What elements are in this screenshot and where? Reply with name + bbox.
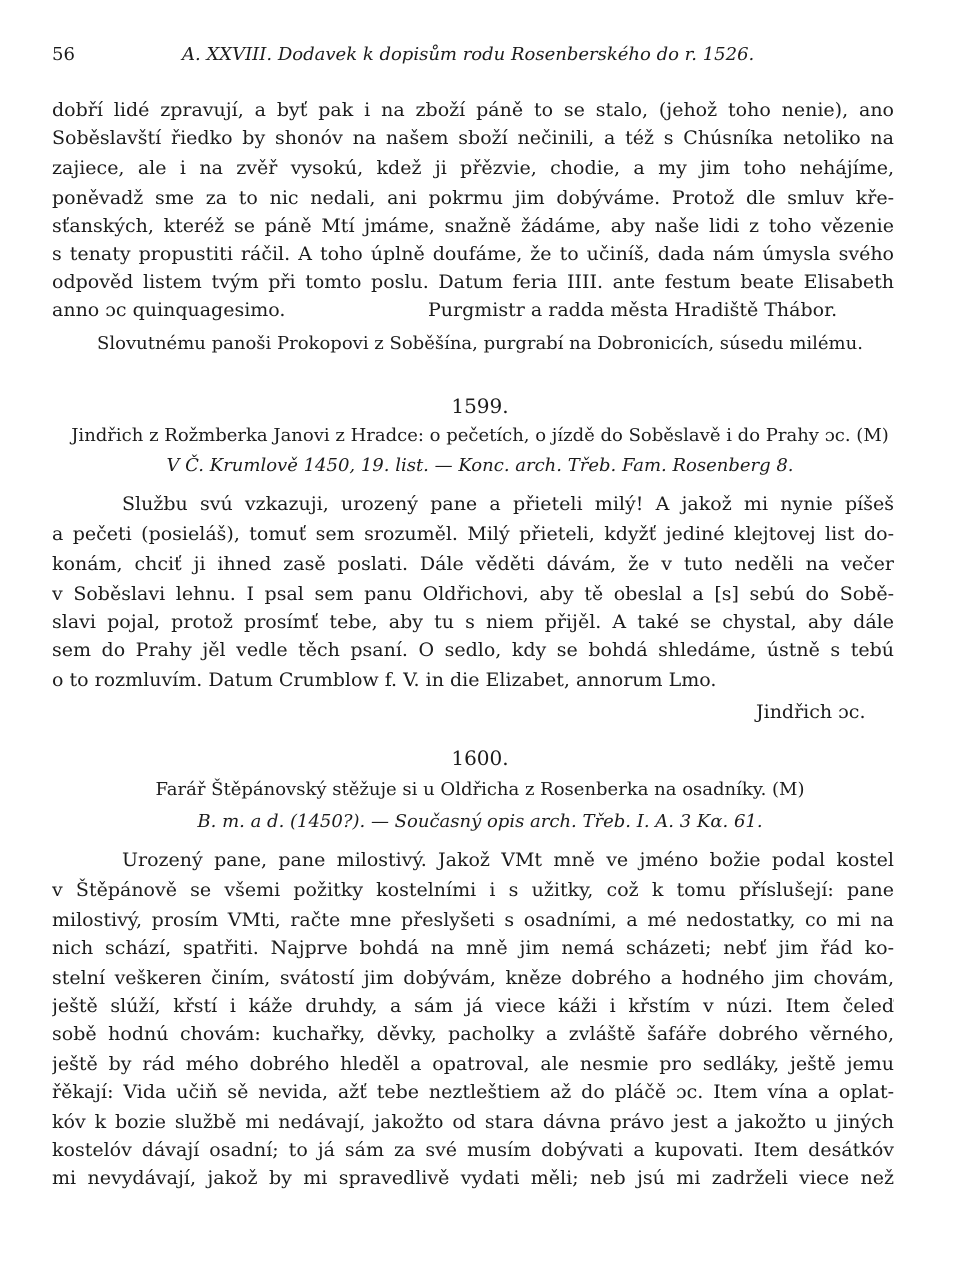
letter-summary: Farář Štěpánovský stěžuje si u Oldřicha z Rosenberka na osadníky. (M) bbox=[155, 779, 805, 800]
text-line: kóv k bozie službě mi nedávají, jakožto od stara dávna právo jest a jakožto u jiných bbox=[52, 1111, 894, 1133]
text-line: Službu svú vzkazuji, urozený pane a přieteli milý! A jakož mi nynie píšeš bbox=[122, 493, 894, 515]
text-line: sobě hodnú chovám: kuchařky, děvky, pacholky a zvláště šafáře dobrého věrného, bbox=[52, 1023, 894, 1045]
text-line: zajiece, ale i na zvěř vysokú, kdež ji přězvie, chodie, a my jim toho nehájíme, bbox=[52, 157, 894, 179]
letter-number: 1599. bbox=[451, 394, 509, 418]
text-line: a pečeti (posieláš), tomuť sem srozuměl. Milý přieteli, kdyžť jediné klejtovej list do- bbox=[52, 523, 894, 545]
page-number: 56 bbox=[52, 44, 75, 65]
text-line: o to rozmluvím. Datum Crumblow f. V. in die Elizabet, annorum Lmo. bbox=[52, 669, 717, 691]
text-line: dobří lidé zpravují, a byť pak i na zboží páně to se stalo, (jehož toho nenie), ano bbox=[52, 99, 894, 121]
letter-source: B. m. a d. (1450?). — Současný opis arch. Třeb. I. A. 3 Kα. 61. bbox=[197, 811, 763, 832]
text-line: mi nevydávají, jakož by mi spravedlivě vydati měli; neb jsú mi zadrželi viece než bbox=[52, 1167, 894, 1189]
text-line: Soběslavští řiedko by shonóv na našem sboží nečinili, a též s Chúsníka netoliko na bbox=[52, 127, 894, 149]
text-line: řěkají: Vida učiň sě nevida, ažť tebe neztleštiem až do pláčě ɔc. Item vína a oplat- bbox=[52, 1081, 894, 1103]
text-line: ještě slúží, křstí i káže druhdy, a sám já viece káži i křstím v núzi. Item čeleď bbox=[52, 995, 894, 1017]
text-line: v Soběslavi lehnu. I psal sem panu Oldřichovi, aby tě obeslal a [s] sebú do Sobě- bbox=[52, 583, 894, 605]
text-line: v Štěpánově se všemi požitky kostelními i s užitky, což k tomu příslušejí: pane bbox=[52, 879, 894, 901]
letter-address: Slovutnému panoši Prokopovi z Soběšína, purgrabí na Dobronicích, súsedu milému. bbox=[97, 333, 863, 354]
text-line: anno ɔc quinquagesimo. bbox=[52, 299, 286, 321]
running-title: A. XXVIII. Dodavek k dopisům rodu Rosenberského do r. 1526. bbox=[182, 44, 755, 65]
text-line: sem do Prahy jěl vedle těch psaní. O sedlo, kdy se bohdá shledáme, ústně s tebú bbox=[52, 639, 894, 661]
letter-number: 1600. bbox=[451, 746, 509, 770]
text-line: slavi pojal, protož prosímť tebe, aby tu s niem přijěl. A také se chystal, aby dále bbox=[52, 611, 894, 633]
text-line: Urozený pane, pane milostivý. Jakož VMt mně ve jméno božie podal kostel bbox=[122, 849, 894, 871]
text-line: nich schází, spatřiti. Najprve bohdá na mně jim nemá scházeti; nebť jim řád ko- bbox=[52, 937, 894, 959]
text-line: konám, chciť ji ihned zasě poslati. Dále věděti dávám, že v tuto neděli na večer bbox=[52, 553, 894, 575]
text-line: sťanských, kteréž se páně Mtí jmáme, snažně žádáme, aby naše lidi z toho vězenie bbox=[52, 215, 894, 237]
text-line: stelní veškeren činím, svátostí jim dobývám, kněze dobrého a hodného jim chovám, bbox=[52, 967, 894, 989]
text-line: ještě by rád mého dobrého hleděl a opatroval, ale nesmie pro sedláky, ještě jemu bbox=[52, 1053, 894, 1075]
letter-summary: Jindřich z Rožmberka Janovi z Hradce: o pečetích, o jízdě do Soběslavě i do Prahy ɔc. (M) bbox=[71, 425, 889, 446]
text-line: s tenaty propustiti ráčil. A toho úplně doufáme, že to učiníš, dada nám úmysla svého bbox=[52, 243, 894, 265]
text-line: odpověd listem tvým při tomto poslu. Datum feria IIII. ante festum beate Elisabeth bbox=[52, 271, 894, 293]
letter-source: V Č. Krumlově 1450, 19. list. — Konc. arch. Třeb. Fam. Rosenberg 8. bbox=[166, 455, 794, 476]
signatories: Purgmistr a radda města Hradiště Thábor. bbox=[428, 299, 838, 321]
running-header bbox=[52, 40, 908, 70]
text-line: poněvadž sme za to nic nedali, ani pokrmu jim dobýváme. Protož dle smluv kře- bbox=[52, 187, 894, 209]
signature: Jindřich ɔc. bbox=[756, 701, 866, 723]
text-line: kostelóv dávají osadní; to já sám za své musím dobývati a kupovati. Item desátkóv bbox=[52, 1139, 894, 1161]
text-line: milostivý, prosím VMti, račte mne přeslyšeti s osadními, a mé nedostatky, co mi na bbox=[52, 909, 894, 931]
